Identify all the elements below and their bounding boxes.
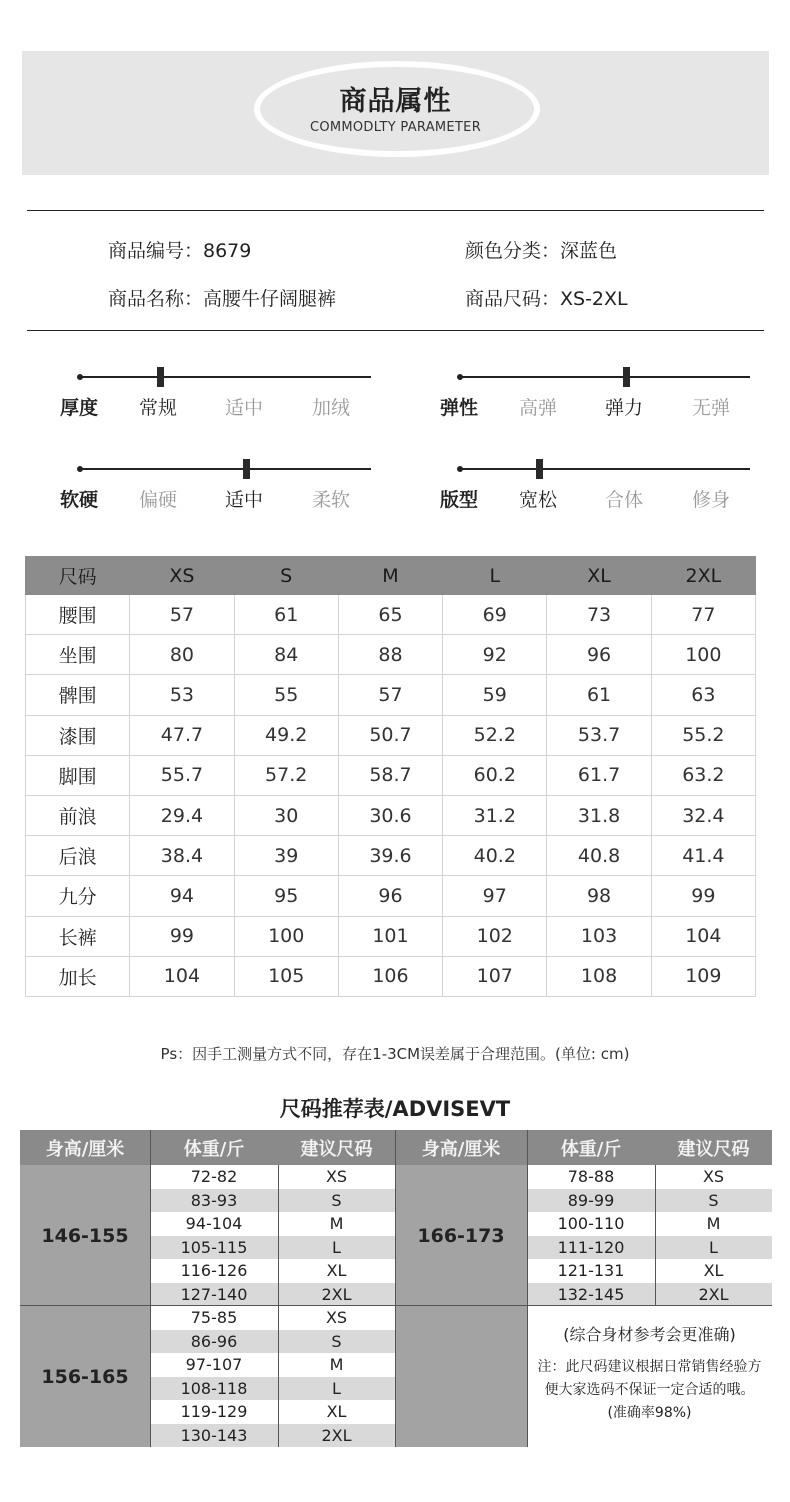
- size-value-cell: 99: [651, 876, 755, 916]
- recommend-row: [150, 1400, 395, 1424]
- recommend-height-group: 146-155: [20, 1165, 150, 1306]
- size-table-row: [26, 595, 756, 635]
- slider-option: 加绒: [312, 397, 351, 419]
- recommend-weight: 108-118: [180, 1378, 248, 1398]
- size-value-cell: 103: [547, 916, 651, 956]
- size-value-cell: 109: [651, 956, 755, 996]
- size-value-cell: 53.7: [547, 715, 651, 755]
- recommend-size: M: [706, 1214, 721, 1233]
- size-value-cell: 52.2: [443, 715, 547, 755]
- recommend-row: [150, 1236, 395, 1260]
- size-value-cell: 38.4: [130, 836, 234, 876]
- divider-middle: [27, 330, 764, 331]
- recommend-row: [527, 1189, 772, 1213]
- recommend-size: XL: [326, 1261, 347, 1280]
- size-table-row: [26, 795, 756, 835]
- size-row-label: 腰围: [26, 595, 130, 635]
- recommend-note-title: (综合身材参考会更准确): [563, 1325, 736, 1344]
- recommend-size: S: [708, 1190, 719, 1210]
- size-value-cell: 96: [547, 635, 651, 675]
- size-value-cell: 61.7: [547, 755, 651, 795]
- measurement-note: Ps：因手工测量方式不同，存在1-3CM误差属于合理范围。(单位: cm): [160, 1045, 630, 1063]
- recommend-row: [150, 1330, 395, 1354]
- size-value-cell: 98: [547, 876, 651, 916]
- recommend-size: L: [332, 1378, 341, 1398]
- size-table-row: [26, 635, 756, 675]
- slider-option: 宽松: [519, 489, 558, 511]
- slider-option: 无弹: [692, 397, 731, 419]
- size-row-label: 漆围: [26, 715, 130, 755]
- recommend-row: [150, 1353, 395, 1377]
- slider-start-dot: [457, 466, 463, 472]
- size-value-cell: 106: [338, 956, 442, 996]
- size-value-cell: 94: [130, 876, 234, 916]
- recommend-header-cell: 身高/厘米: [395, 1130, 527, 1165]
- size-value-cell: 32.4: [651, 795, 755, 835]
- recommend-weight: 89-99: [567, 1190, 615, 1210]
- size-value-cell: 73: [547, 595, 651, 635]
- slider-start-dot: [77, 374, 83, 380]
- size-header-cell: L: [443, 557, 547, 595]
- size-table-row: [26, 675, 756, 715]
- size-value-cell: 65: [338, 595, 442, 635]
- size-value-cell: 55.2: [651, 715, 755, 755]
- recommend-empty-cell: [395, 1306, 527, 1447]
- slider-track: [459, 376, 750, 378]
- recommend-note-box: [527, 1306, 772, 1447]
- recommend-size: S: [331, 1331, 342, 1351]
- slider-option: 适中: [225, 397, 264, 419]
- recommend-size: 2XL: [321, 1284, 352, 1304]
- size-table-header: [26, 557, 756, 595]
- recommend-weight: 132-145: [557, 1284, 625, 1304]
- size-value-cell: 58.7: [338, 755, 442, 795]
- recommend-weight: 121-131: [557, 1261, 625, 1280]
- recommend-weight: 105-115: [180, 1237, 248, 1257]
- size-value-cell: 41.4: [651, 836, 755, 876]
- size-header-cell: M: [338, 557, 442, 595]
- size-value-cell: 39.6: [338, 836, 442, 876]
- size-table-row: [26, 715, 756, 755]
- size-value-cell: 77: [651, 595, 755, 635]
- recommend-note-body: 注：此尺码建议根据日常销售经验方便大家选码不保证一定合适的哦。(准确率98%): [537, 1359, 762, 1421]
- size-value-cell: 55.7: [130, 755, 234, 795]
- recommend-row: [150, 1424, 395, 1448]
- size-row-label: 髀围: [26, 675, 130, 715]
- size-value-cell: 84: [234, 635, 338, 675]
- slider-title: 弹性: [440, 397, 479, 419]
- size-value-cell: 31.8: [547, 795, 651, 835]
- recommend-row: [527, 1236, 772, 1260]
- recommend-size: XL: [326, 1402, 347, 1421]
- header-title: 商品属性: [339, 86, 452, 117]
- recommend-header-cell: 身高/厘米: [20, 1130, 150, 1165]
- size-value-cell: 80: [130, 635, 234, 675]
- size-value-cell: 99: [130, 916, 234, 956]
- recommend-weight: 130-143: [180, 1425, 248, 1445]
- recommend-weight: 97-107: [185, 1355, 243, 1374]
- recommend-row: [527, 1259, 772, 1283]
- recommend-weight: 86-96: [190, 1331, 238, 1351]
- recommend-row: [527, 1165, 772, 1189]
- size-value-cell: 47.7: [130, 715, 234, 755]
- size-value-cell: 30.6: [338, 795, 442, 835]
- recommend-size: L: [332, 1237, 341, 1257]
- grid-line: [527, 1305, 772, 1306]
- size-value-cell: 53: [130, 675, 234, 715]
- size-value-cell: 96: [338, 876, 442, 916]
- recommend-weight: 111-120: [557, 1237, 625, 1257]
- recommend-header-cell: 建议尺码: [278, 1130, 395, 1165]
- size-value-cell: 104: [651, 916, 755, 956]
- size-value-cell: 63: [651, 675, 755, 715]
- recommend-row: [150, 1165, 395, 1189]
- size-value-cell: 100: [651, 635, 755, 675]
- header-subtitle: COMMODLTY PARAMETER: [309, 120, 482, 135]
- size-table-row: [26, 755, 756, 795]
- item-size-range: 商品尺码：XS-2XL: [465, 288, 628, 310]
- recommend-weight: 75-85: [190, 1308, 238, 1327]
- grid-line: [655, 1165, 656, 1306]
- size-value-cell: 30: [234, 795, 338, 835]
- recommend-weight: 83-93: [190, 1190, 238, 1210]
- slider-option: 合体: [605, 489, 644, 511]
- size-row-label: 九分: [26, 876, 130, 916]
- recommend-size: XS: [702, 1167, 725, 1186]
- size-value-cell: 104: [130, 956, 234, 996]
- size-value-cell: 57: [338, 675, 442, 715]
- slider-option: 修身: [692, 489, 731, 511]
- recommend-size: S: [331, 1190, 342, 1210]
- slider-option: 高弹: [519, 397, 558, 419]
- recommend-size: XL: [703, 1261, 724, 1280]
- recommend-height-group: 166-173: [395, 1165, 527, 1306]
- grid-line: [395, 1130, 396, 1447]
- slider-option: 常规: [139, 397, 178, 419]
- recommend-row: [150, 1212, 395, 1236]
- recommend-weight: 100-110: [557, 1214, 625, 1233]
- recommend-weight: 127-140: [180, 1284, 248, 1304]
- grid-line: [150, 1130, 151, 1447]
- size-value-cell: 60.2: [443, 755, 547, 795]
- size-table-row: [26, 876, 756, 916]
- slider-title: 厚度: [60, 397, 99, 419]
- recommend-height-group: 156-165: [20, 1306, 150, 1447]
- recommend-header-cell: 体重/斤: [527, 1130, 655, 1165]
- size-value-cell: 29.4: [130, 795, 234, 835]
- color-category: 颜色分类：深蓝色: [465, 240, 618, 262]
- size-header-cell: S: [234, 557, 338, 595]
- slider-start-dot: [457, 374, 463, 380]
- size-value-cell: 39: [234, 836, 338, 876]
- slider-option: 偏硬: [139, 489, 178, 511]
- size-header-cell: XL: [547, 557, 651, 595]
- size-value-cell: 50.7: [338, 715, 442, 755]
- recommend-row: [150, 1189, 395, 1213]
- size-value-cell: 101: [338, 916, 442, 956]
- size-value-cell: 97: [443, 876, 547, 916]
- slider-title: 版型: [440, 489, 479, 511]
- recommend-size: XS: [325, 1308, 348, 1327]
- grid-line: [20, 1305, 527, 1306]
- slider-title: 软硬: [60, 489, 99, 511]
- slider-knob: [243, 459, 250, 479]
- size-value-cell: 105: [234, 956, 338, 996]
- size-value-cell: 55: [234, 675, 338, 715]
- size-table-row: [26, 836, 756, 876]
- size-row-label: 后浪: [26, 836, 130, 876]
- recommend-size: M: [329, 1355, 344, 1374]
- size-row-label: 前浪: [26, 795, 130, 835]
- recommend-row: [150, 1306, 395, 1330]
- size-header-cell: XS: [130, 557, 234, 595]
- size-row-label: 加长: [26, 956, 130, 996]
- size-row-label: 长裤: [26, 916, 130, 956]
- slider-knob: [157, 367, 164, 387]
- size-value-cell: 57.2: [234, 755, 338, 795]
- size-value-cell: 40.2: [443, 836, 547, 876]
- item-name: 商品名称：高腰牛仔阔腿裤: [108, 288, 337, 310]
- recommend-weight: 94-104: [185, 1214, 243, 1233]
- size-value-cell: 69: [443, 595, 547, 635]
- size-header-cell: 2XL: [651, 557, 755, 595]
- divider-top: [27, 210, 764, 211]
- item-number: 商品编号：8679: [108, 240, 252, 262]
- recommend-weight: 119-129: [180, 1402, 248, 1421]
- grid-line: [527, 1130, 528, 1447]
- slider-start-dot: [77, 466, 83, 472]
- recommend-row: [527, 1283, 772, 1307]
- size-value-cell: 40.8: [547, 836, 651, 876]
- grid-line: [278, 1165, 279, 1447]
- recommend-size: L: [709, 1237, 718, 1257]
- slider-option: 柔软: [312, 489, 351, 511]
- slider-option: 弹力: [605, 397, 644, 419]
- recommend-size: 2XL: [321, 1425, 352, 1445]
- recommend-row: [150, 1283, 395, 1307]
- recommend-weight: 78-88: [567, 1167, 615, 1186]
- recommend-row: [150, 1377, 395, 1401]
- size-value-cell: 31.2: [443, 795, 547, 835]
- recommend-row: [150, 1259, 395, 1283]
- size-value-cell: 107: [443, 956, 547, 996]
- size-value-cell: 88: [338, 635, 442, 675]
- size-header-cell: 尺码: [26, 557, 130, 595]
- slider-option: 适中: [225, 489, 264, 511]
- size-value-cell: 95: [234, 876, 338, 916]
- size-value-cell: 61: [234, 595, 338, 635]
- recommend-size: 2XL: [698, 1284, 729, 1304]
- size-row-label: 脚围: [26, 755, 130, 795]
- size-value-cell: 63.2: [651, 755, 755, 795]
- slider-track: [459, 468, 750, 470]
- size-table-row: [26, 956, 756, 996]
- slider-knob: [623, 367, 630, 387]
- size-value-cell: 57: [130, 595, 234, 635]
- size-value-cell: 100: [234, 916, 338, 956]
- recommend-title: 尺码推荐表/ADVISEVT: [279, 1097, 511, 1121]
- size-value-cell: 108: [547, 956, 651, 996]
- recommend-weight: 72-82: [190, 1167, 238, 1186]
- recommend-row: [527, 1212, 772, 1236]
- recommend-size: XS: [325, 1167, 348, 1186]
- size-value-cell: 102: [443, 916, 547, 956]
- header-banner: [22, 51, 769, 175]
- size-table: [25, 556, 756, 997]
- size-value-cell: 59: [443, 675, 547, 715]
- slider-track: [79, 376, 371, 378]
- recommend-weight: 116-126: [180, 1261, 248, 1280]
- recommend-size: M: [329, 1214, 344, 1233]
- size-value-cell: 92: [443, 635, 547, 675]
- size-row-label: 坐围: [26, 635, 130, 675]
- recommend-header-cell: 建议尺码: [655, 1130, 772, 1165]
- slider-knob: [536, 459, 543, 479]
- recommend-header-cell: 体重/斤: [150, 1130, 278, 1165]
- size-value-cell: 49.2: [234, 715, 338, 755]
- size-value-cell: 61: [547, 675, 651, 715]
- slider-track: [79, 468, 371, 470]
- size-table-row: [26, 916, 756, 956]
